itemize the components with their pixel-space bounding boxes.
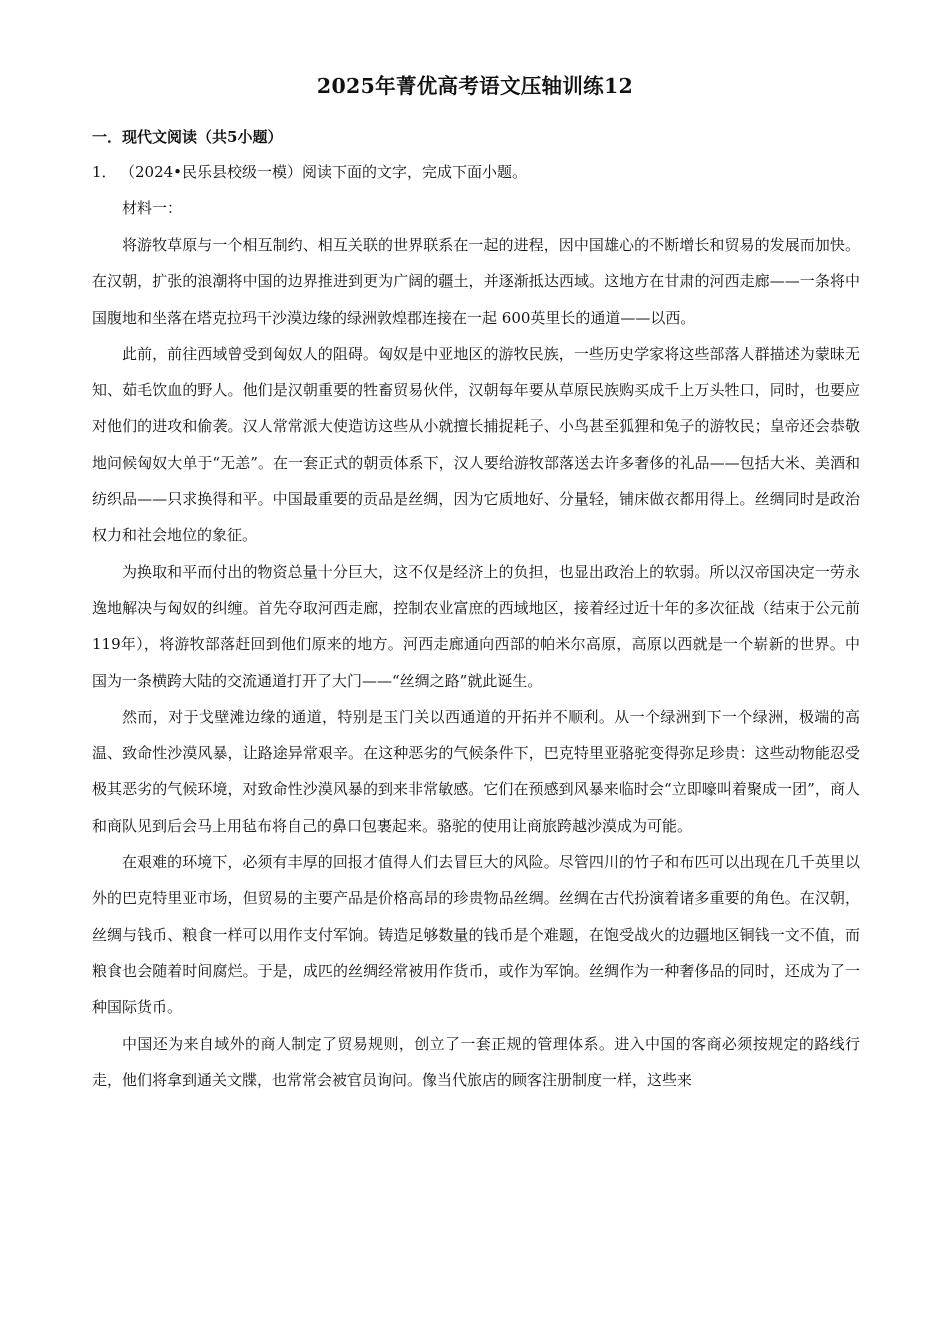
passage-paragraph: 然而，对于戈壁滩边缘的通道，特别是玉门关以西通道的开拓并不顺利。从一个绿洲到下一个绿洲，极端的高温、致命性沙漠风暴，让路途异常艰辛。在这种恶劣的气候条件下，巴克特里亚骆驼变得弥足珍贵：这些动物能忍受极其恶劣的气候环境，对致命性沙漠风暴的到来非常敏感。它们在预感到风暴来临时会“立即嚎叫着聚成一团”，商人和商队见到后会马上用毡布将自己的鼻口包裹起来。骆驼的使用让商旅跨越沙漠成为可能。	[92, 707, 860, 835]
material-label: 材料一：	[122, 199, 183, 217]
document-title: 2025年菁优高考语文压轴训练12	[316, 74, 634, 98]
question-text: （2024•民乐县校级一模）阅读下面的文字，完成下面小题。	[120, 163, 528, 181]
question-stem	[92, 161, 527, 183]
passage-body	[92, 227, 860, 1098]
passage-paragraph: 此前，前往西域曾受到匈奴人的阻碍。匈奴是中亚地区的游牧民族，一些历史学家将这些部落人群描述为蒙昧无知、茹毛饮血的野人。他们是汉朝重要的牲畜贸易伙伴，汉朝每年要从草原民族购买成千上万头牲口，同时，也要应对他们的进攻和偷袭。汉人常常派大使造访这些从小就擅长捕捉耗子、小鸟甚至狐狸和兔子的游牧民；皇帝还会恭敬地问候匈奴大单于“无恙”。在一套正式的朝贡体系下，汉人要给游牧部落送去许多奢侈的礼品——包括大米、美酒和纺织品——只求换得和平。中国最重要的贡品是丝绸，因为它质地好、分量轻，铺床做衣都用得上。丝绸同时是政治权力和社会地位的象征。	[92, 344, 860, 545]
passage-paragraph: 在艰难的环境下，必须有丰厚的回报才值得人们去冒巨大的风险。尽管四川的竹子和布匹可以出现在几千英里以外的巴克特里亚市场，但贸易的主要产品是价格高昂的珍贵物品丝绸。丝绸在古代扮演着诸多重要的角色。在汉朝，丝绸与钱币、粮食一样可以用作支付军饷。铸造足够数量的钱币是个难题，在饱受战火的边疆地区铜钱一文不值，而粮食也会随着时间腐烂。于是，成匹的丝绸经常被用作货币，或作为军饷。丝绸作为一种奢侈品的同时，还成为了一种国际货币。	[92, 853, 860, 1017]
passage-paragraph: 中国还为来自域外的商人制定了贸易规则，创立了一套正规的管理体系。进入中国的客商必须按规定的路线行走，他们将拿到通关文牒，也常常会被官员询问。像当代旅店的顾客注册制度一样，这些来	[92, 1034, 860, 1089]
question-number: 1．	[92, 163, 117, 181]
section-heading: 一．现代文阅读（共5小题）	[92, 128, 283, 146]
passage-paragraph: 为换取和平而付出的物资总量十分巨大，这不仅是经济上的负担，也显出政治上的软弱。所以汉帝国决定一劳永逸地解决与匈奴的纠缠。首先夺取河西走廊，控制农业富庶的西域地区，接着经过近十年的多次征战（结束于公元前119年），将游牧部落赶回到他们原来的地方。河西走廊通向西部的帕米尔高原，高原以西就是一个崭新的世界。中国为一条横跨大陆的交流通道打开了大门——“丝绸之路”就此诞生。	[92, 562, 860, 690]
passage-paragraph: 将游牧草原与一个相互制约、相互关联的世界联系在一起的进程，因中国雄心的不断增长和贸易的发展而加快。在汉朝，扩张的浪潮将中国的边界推进到更为广阔的疆土，并逐渐抵达西域。这地方在甘肃的河西走廊——一条将中国腹地和坐落在塔克拉玛干沙漠边缘的绿洲敦煌郡连接在一起 600英里长的通道——以西。	[92, 236, 860, 327]
